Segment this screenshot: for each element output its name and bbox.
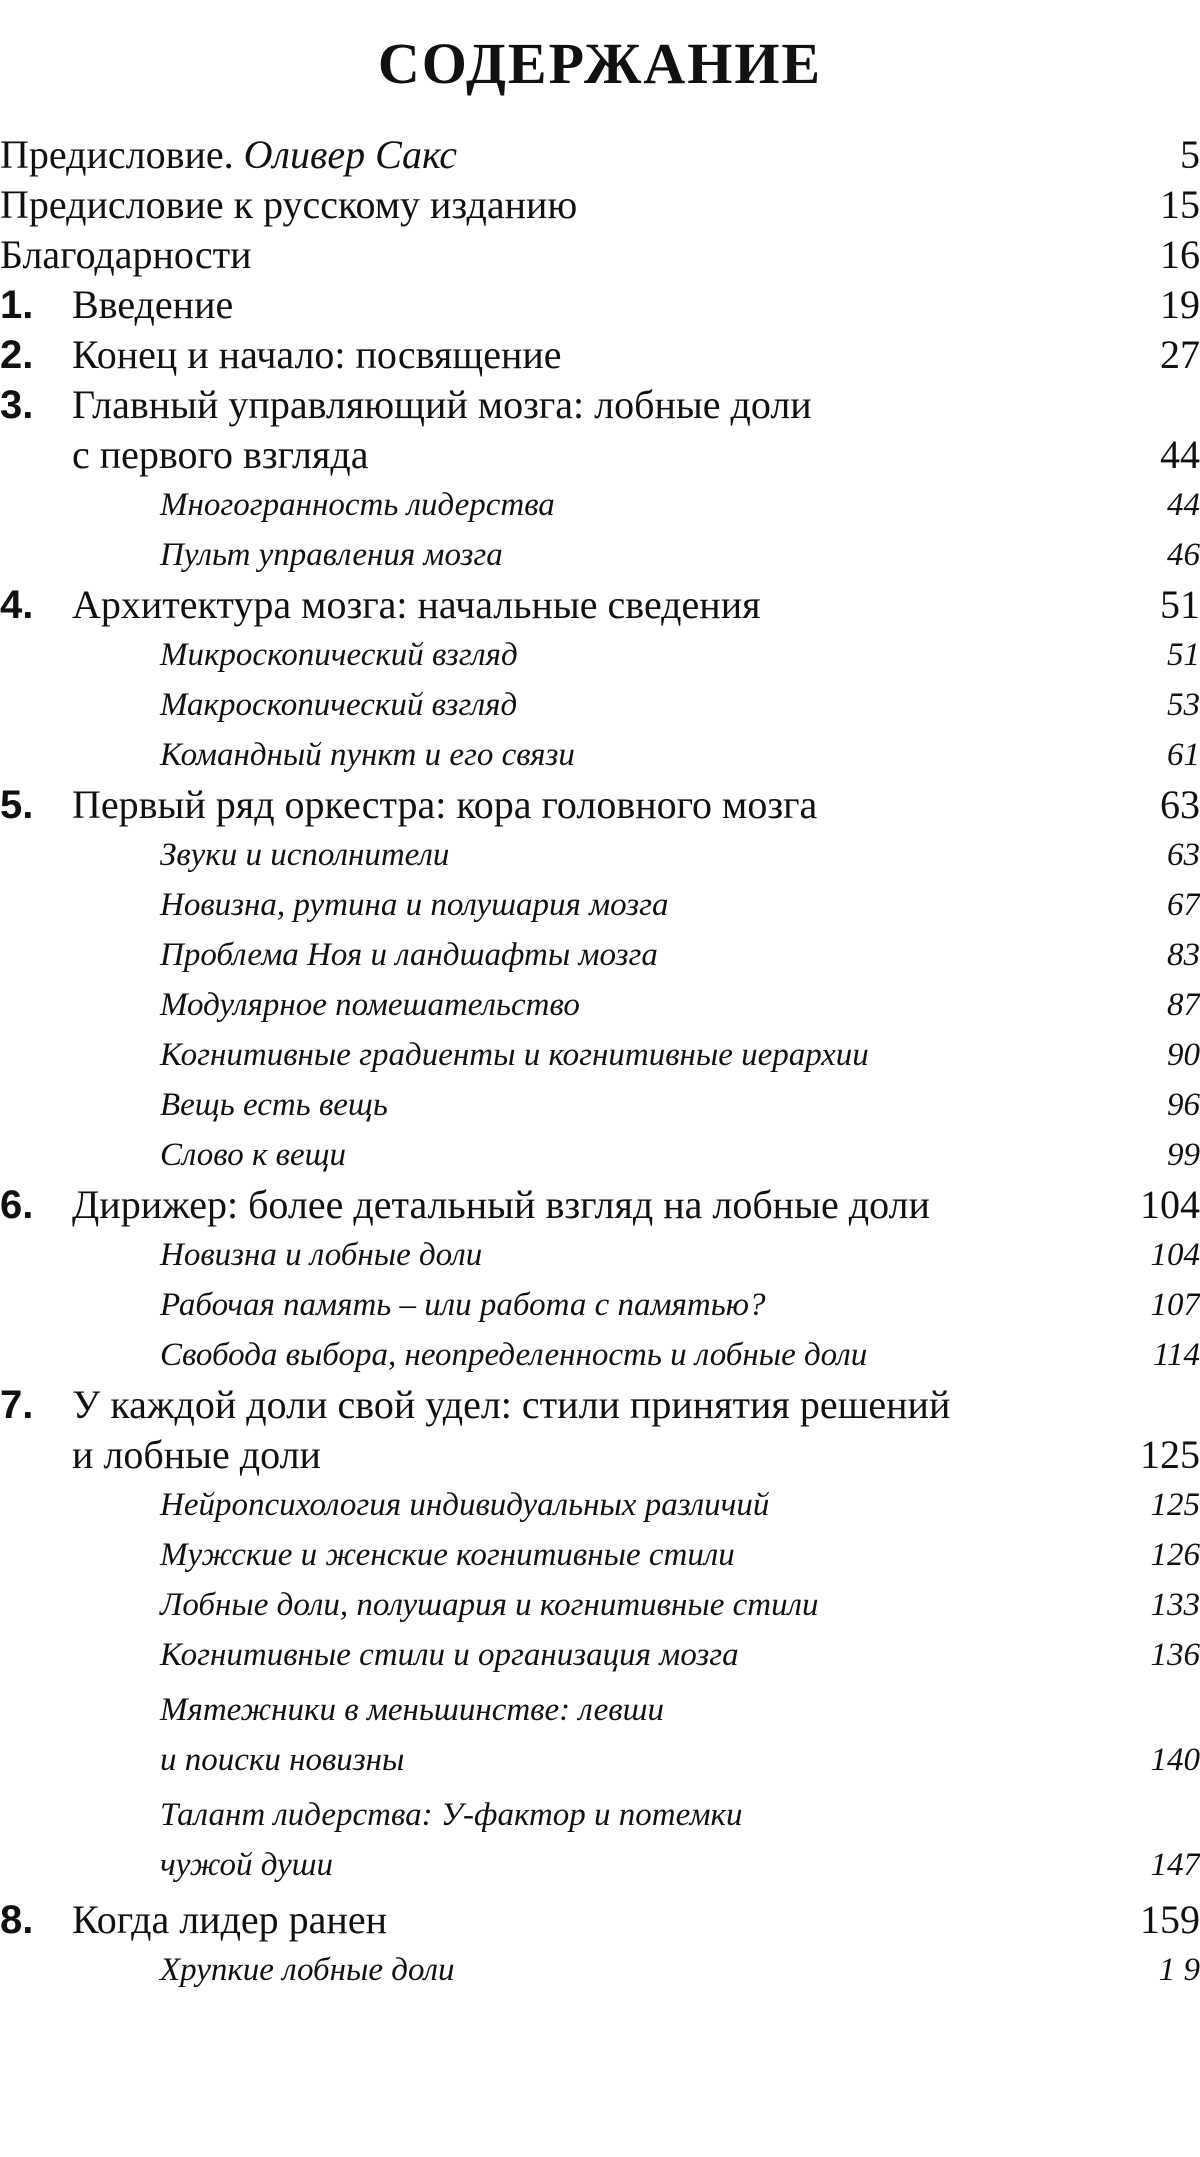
chapter-title: Первый ряд оркестра: кора головного мозга bbox=[72, 782, 818, 827]
page-number: 19 bbox=[1160, 282, 1200, 327]
toc-section[interactable] bbox=[0, 1130, 1200, 1180]
page-number: 63 bbox=[1160, 782, 1200, 827]
toc-section[interactable] bbox=[0, 1280, 1200, 1330]
toc-chapter-3-cont[interactable] bbox=[0, 430, 1200, 480]
toc-chapter-1[interactable] bbox=[0, 280, 1200, 330]
toc-section[interactable] bbox=[0, 1030, 1200, 1080]
page-title: СОДЕРЖАНИЕ bbox=[377, 31, 823, 96]
chapter-title: Введение bbox=[72, 282, 234, 327]
toc-section-cont[interactable] bbox=[0, 1840, 1200, 1890]
section-title: Слово к вещи bbox=[160, 1137, 347, 1173]
toc-section[interactable] bbox=[0, 630, 1200, 680]
entry-title: Предисловие. bbox=[0, 132, 244, 177]
toc-section[interactable] bbox=[0, 930, 1200, 980]
toc-section[interactable] bbox=[0, 730, 1200, 780]
chapter-title-cont: и лобные доли bbox=[72, 1432, 321, 1477]
toc-chapter-6[interactable] bbox=[0, 1180, 1200, 1230]
toc-chapter-7[interactable] bbox=[0, 1380, 1200, 1430]
section-title: Когнитивные градиенты и когнитивные иерархии bbox=[160, 1037, 869, 1073]
section-title: Свобода выбора, неопределенность и лобные доли bbox=[160, 1337, 868, 1373]
chapter-number: 6. bbox=[0, 1183, 34, 1227]
toc-section[interactable] bbox=[0, 1630, 1200, 1680]
section-title: Вещь есть вещь bbox=[160, 1087, 388, 1123]
page-number: 44 bbox=[1167, 487, 1200, 523]
chapter-number: 7. bbox=[0, 1383, 34, 1427]
section-title: Лобные доли, полушария и когнитивные стили bbox=[160, 1587, 819, 1623]
chapter-number: 1. bbox=[0, 283, 34, 327]
page-number: 67 bbox=[1167, 887, 1200, 923]
toc-section[interactable] bbox=[0, 1790, 1200, 1840]
section-title-cont: и поиски новизны bbox=[160, 1742, 405, 1778]
chapter-title: Архитектура мозга: начальные сведения bbox=[72, 582, 761, 627]
page-number: 61 bbox=[1167, 737, 1200, 773]
toc-section[interactable] bbox=[0, 1080, 1200, 1130]
page-number: 126 bbox=[1150, 1537, 1200, 1573]
toc-chapter-8[interactable] bbox=[0, 1895, 1200, 1945]
toc-section[interactable] bbox=[0, 1685, 1200, 1735]
toc-section-cont[interactable] bbox=[0, 1735, 1200, 1785]
toc-section[interactable] bbox=[0, 980, 1200, 1030]
page-number: 51 bbox=[1160, 582, 1200, 627]
chapter-title-cont: с первого взгляда bbox=[72, 432, 369, 477]
page-number: 44 bbox=[1160, 432, 1200, 477]
page-number: 104 bbox=[1150, 1237, 1200, 1273]
section-title: Микроскопический взгляд bbox=[160, 637, 518, 673]
toc-section[interactable] bbox=[0, 1330, 1200, 1380]
section-title: Когнитивные стили и организация мозга bbox=[160, 1637, 739, 1673]
page-number: 15 bbox=[1160, 182, 1200, 227]
page-number: 27 bbox=[1160, 332, 1200, 377]
entry-title: Предисловие к русскому изданию bbox=[0, 182, 578, 227]
toc-section[interactable] bbox=[0, 830, 1200, 880]
section-title: Модулярное помешательство bbox=[160, 987, 580, 1023]
entry-title: Благодарности bbox=[0, 232, 252, 277]
page-number: 125 bbox=[1150, 1487, 1200, 1523]
page-number: 104 bbox=[1140, 1182, 1200, 1227]
page-number: 51 bbox=[1167, 637, 1200, 673]
toc-section[interactable] bbox=[0, 680, 1200, 730]
section-title: Талант лидерства: У-фактор и потемки bbox=[160, 1797, 743, 1833]
chapter-number: 5. bbox=[0, 783, 34, 827]
chapter-title: Конец и начало: посвящение bbox=[72, 332, 562, 377]
chapter-title: Когда лидер ранен bbox=[72, 1897, 387, 1942]
page-number: 140 bbox=[1150, 1742, 1200, 1778]
page-number: 63 bbox=[1167, 837, 1200, 873]
toc-entry-acknowledgements[interactable] bbox=[0, 230, 1200, 280]
toc-chapter-2[interactable] bbox=[0, 330, 1200, 380]
section-title: Нейропсихология индивидуальных различий bbox=[160, 1487, 770, 1523]
section-title: Рабочая память – или работа с памятью? bbox=[160, 1287, 766, 1323]
section-title: Звуки и исполнители bbox=[160, 837, 450, 873]
page-number: 125 bbox=[1140, 1432, 1200, 1477]
chapter-title: У каждой доли свой удел: стили принятия решений bbox=[72, 1382, 951, 1427]
section-title: Новизна, рутина и полушария мозга bbox=[160, 887, 669, 923]
toc-chapter-5[interactable] bbox=[0, 780, 1200, 830]
toc-chapter-4[interactable] bbox=[0, 580, 1200, 630]
chapter-title: Главный управляющий мозга: лобные доли bbox=[72, 382, 812, 427]
toc-section[interactable] bbox=[0, 1530, 1200, 1580]
page-number: 46 bbox=[1167, 537, 1200, 573]
section-title: Макроскопический взгляд bbox=[160, 687, 518, 723]
section-title: Мятежники в меньшинстве: левши bbox=[160, 1692, 664, 1728]
page-number: 136 bbox=[1150, 1637, 1200, 1673]
page-number: 107 bbox=[1150, 1287, 1200, 1323]
page-number: 16 bbox=[1160, 232, 1200, 277]
chapter-number: 4. bbox=[0, 583, 34, 627]
page-number: 99 bbox=[1167, 1137, 1200, 1173]
chapter-title: Дирижер: более детальный взгляд на лобные доли bbox=[72, 1182, 930, 1227]
toc-section[interactable] bbox=[0, 1945, 1200, 1995]
chapter-number: 3. bbox=[0, 383, 34, 427]
toc-entry-preface[interactable] bbox=[0, 130, 1200, 180]
page-number: 87 bbox=[1167, 987, 1200, 1023]
page-number: 147 bbox=[1150, 1847, 1200, 1883]
section-title: Новизна и лобные доли bbox=[160, 1237, 483, 1273]
toc-chapter-7-cont[interactable] bbox=[0, 1430, 1200, 1480]
toc-section[interactable] bbox=[0, 1230, 1200, 1280]
page-number: 159 bbox=[1140, 1897, 1200, 1942]
section-title: Командный пункт и его связи bbox=[160, 737, 575, 773]
toc-entry-preface-ru[interactable] bbox=[0, 180, 1200, 230]
section-title-cont: чужой души bbox=[160, 1847, 334, 1883]
page-number: 133 bbox=[1150, 1587, 1200, 1623]
toc-section[interactable] bbox=[0, 1580, 1200, 1630]
toc-section[interactable] bbox=[0, 530, 1200, 580]
toc-section[interactable] bbox=[0, 880, 1200, 930]
page-number: 5 bbox=[1180, 132, 1200, 177]
page-number: 53 bbox=[1167, 687, 1200, 723]
chapter-number: 2. bbox=[0, 333, 34, 377]
toc-section[interactable] bbox=[0, 1480, 1200, 1530]
entry-author: Оливер Сакс bbox=[243, 132, 457, 177]
section-title: Пульт управления мозга bbox=[160, 537, 503, 573]
section-title: Хрупкие лобные доли bbox=[160, 1952, 455, 1988]
section-title: Проблема Ноя и ландшафты мозга bbox=[160, 937, 658, 973]
section-title: Многогранность лидерства bbox=[160, 487, 555, 523]
toc-section[interactable] bbox=[0, 480, 1200, 530]
section-title: Мужские и женские когнитивные стили bbox=[160, 1537, 735, 1573]
page-number: 1 9 bbox=[1158, 1952, 1200, 1988]
chapter-number: 8. bbox=[0, 1898, 34, 1942]
toc-chapter-3[interactable] bbox=[0, 380, 1200, 430]
page-number: 90 bbox=[1167, 1037, 1200, 1073]
page-number: 83 bbox=[1167, 937, 1200, 973]
page-number: 96 bbox=[1167, 1087, 1200, 1123]
page-number: 114 bbox=[1152, 1337, 1200, 1373]
